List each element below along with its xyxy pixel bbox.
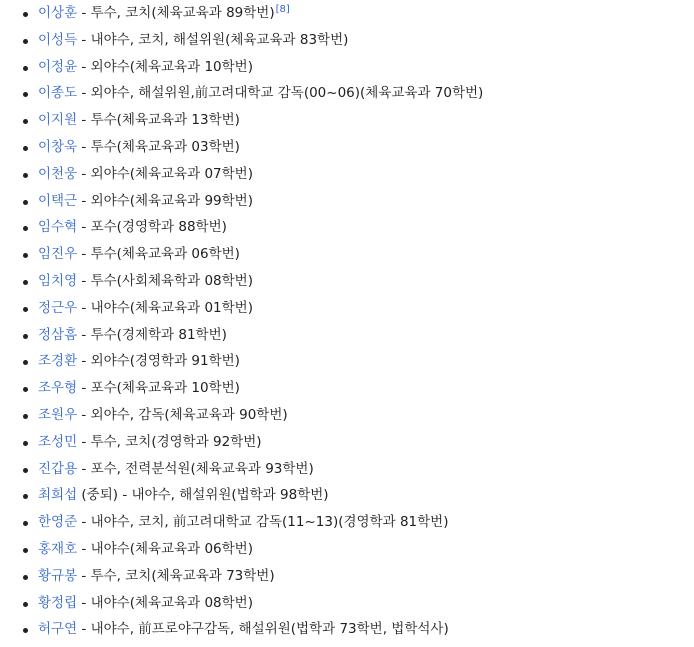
bullet-icon (23, 468, 28, 473)
player-note: - 내야수, 코치, 前고려대학교 감독(11~13)(경영학과 81학번) (77, 514, 449, 531)
list-item (0, 188, 694, 215)
bullet-icon (23, 173, 28, 178)
player-link[interactable]: 이택근 (38, 192, 78, 209)
bullet-icon (23, 387, 28, 392)
player-note: - 외야수(체육교육과 10학번) (77, 58, 253, 75)
player-link[interactable]: 최희섭 (38, 487, 78, 504)
list-item (0, 590, 694, 617)
list-item (0, 536, 694, 563)
player-note: - 내야수, 前프로야구감독, 해설위원(법학과 73학번, 법학석사) (77, 621, 449, 638)
player-note: - 투수(체육교육과 03학번) (77, 138, 240, 155)
list-item (0, 268, 694, 295)
player-note: - 외야수(경영학과 91학번) (77, 353, 240, 370)
list-item (0, 241, 694, 268)
player-link[interactable]: 임치영 (38, 272, 78, 289)
bullet-icon (23, 360, 28, 365)
player-link[interactable]: 이성득 (38, 31, 78, 48)
player-note: - 투수(체육교육과 13학번) (77, 112, 240, 129)
player-link[interactable]: 조경환 (38, 353, 78, 370)
list-item (0, 161, 694, 188)
bullet-icon (23, 334, 28, 339)
player-link[interactable]: 이상훈 (38, 5, 78, 21)
list-item (0, 402, 694, 429)
player-link[interactable]: 이천웅 (38, 165, 78, 182)
player-note: - 외야수(체육교육과 99학번) (77, 192, 253, 209)
player-link[interactable]: 홍재호 (38, 540, 78, 557)
player-link[interactable]: 황규봉 (38, 567, 78, 584)
player-note: - 포수(경영학과 88학번) (77, 219, 227, 236)
list-item (0, 107, 694, 134)
bullet-icon (23, 66, 28, 71)
reference-marker (276, 4, 290, 15)
player-note: - 투수(체육교육과 06학번) (77, 246, 240, 263)
player-note: - 외야수, 감독(체육교육과 90학번) (77, 406, 288, 423)
list-item (0, 456, 694, 483)
list-item (0, 429, 694, 456)
list-item (0, 375, 694, 402)
bullet-icon (23, 92, 28, 97)
list-item (0, 322, 694, 349)
list-item (0, 54, 694, 81)
player-note: - 투수(경제학과 81학번) (77, 326, 227, 343)
bullet-icon (23, 602, 28, 607)
bullet-icon (23, 280, 28, 285)
list-item (0, 0, 694, 27)
list-item (0, 348, 694, 375)
bullet-icon (23, 494, 28, 499)
reference-link[interactable]: [8] (275, 3, 290, 15)
player-link[interactable]: 진갑용 (38, 460, 78, 477)
player-note: - 투수, 코치(체육교육과 89학번) (77, 5, 275, 21)
list-item (0, 482, 694, 509)
player-note: - 내야수(체육교육과 01학번) (77, 299, 253, 316)
bullet-icon (23, 441, 28, 446)
player-note: - 내야수, 코치, 해설위원(체육교육과 83학번) (77, 31, 349, 48)
list-item (0, 134, 694, 161)
player-note: - 외야수(체육교육과 07학번) (77, 165, 253, 182)
player-note: (중퇴) - 내야수, 해설위원(법학과 98학번) (77, 487, 329, 504)
player-note: - 외야수, 해설위원,前고려대학교 감독(00~06)(체육교육과 70학번) (77, 85, 484, 102)
player-link[interactable]: 조우형 (38, 380, 78, 397)
player-link[interactable]: 조원우 (38, 406, 78, 423)
list-item (0, 563, 694, 590)
player-note: - 투수(사회체육학과 08학번) (77, 272, 253, 289)
player-link[interactable]: 임진우 (38, 246, 78, 263)
bullet-icon (23, 414, 28, 419)
bullet-icon (23, 39, 28, 44)
list-item (0, 214, 694, 241)
player-link[interactable]: 이지원 (38, 112, 78, 129)
player-link[interactable]: 임수혁 (38, 219, 78, 236)
bullet-icon (23, 200, 28, 205)
list-item (0, 616, 694, 643)
player-link[interactable]: 조성민 (38, 433, 78, 450)
list-item (0, 295, 694, 322)
player-link[interactable]: 정삼흠 (38, 326, 78, 343)
list-item (0, 27, 694, 54)
bullet-icon (23, 253, 28, 258)
player-link[interactable]: 이창욱 (38, 138, 78, 155)
player-link[interactable]: 황정립 (38, 594, 78, 611)
bullet-icon (23, 12, 28, 17)
bullet-icon (23, 521, 28, 526)
player-note: - 투수, 코치(체육교육과 73학번) (77, 567, 275, 584)
bullet-icon (23, 575, 28, 580)
bullet-icon (23, 628, 28, 633)
player-note: - 내야수(체육교육과 06학번) (77, 540, 253, 557)
player-link[interactable]: 한영준 (38, 514, 78, 531)
player-note: - 투수, 코치(경영학과 92학번) (77, 433, 262, 450)
bullet-icon (23, 119, 28, 124)
player-link[interactable]: 허구연 (38, 621, 78, 638)
player-note: - 내야수(체육교육과 08학번) (77, 594, 253, 611)
player-link[interactable]: 이종도 (38, 85, 78, 102)
list-item (0, 80, 694, 107)
bullet-icon (23, 226, 28, 231)
player-link[interactable]: 정근우 (38, 299, 78, 316)
list-item (0, 509, 694, 536)
bullet-icon (23, 548, 28, 553)
player-note: - 포수, 전력분석원(체육교육과 93학번) (77, 460, 314, 477)
player-note: - 포수(체육교육과 10학번) (77, 380, 240, 397)
bullet-icon (23, 146, 28, 151)
player-link[interactable]: 이정윤 (38, 58, 78, 75)
bullet-icon (23, 307, 28, 312)
